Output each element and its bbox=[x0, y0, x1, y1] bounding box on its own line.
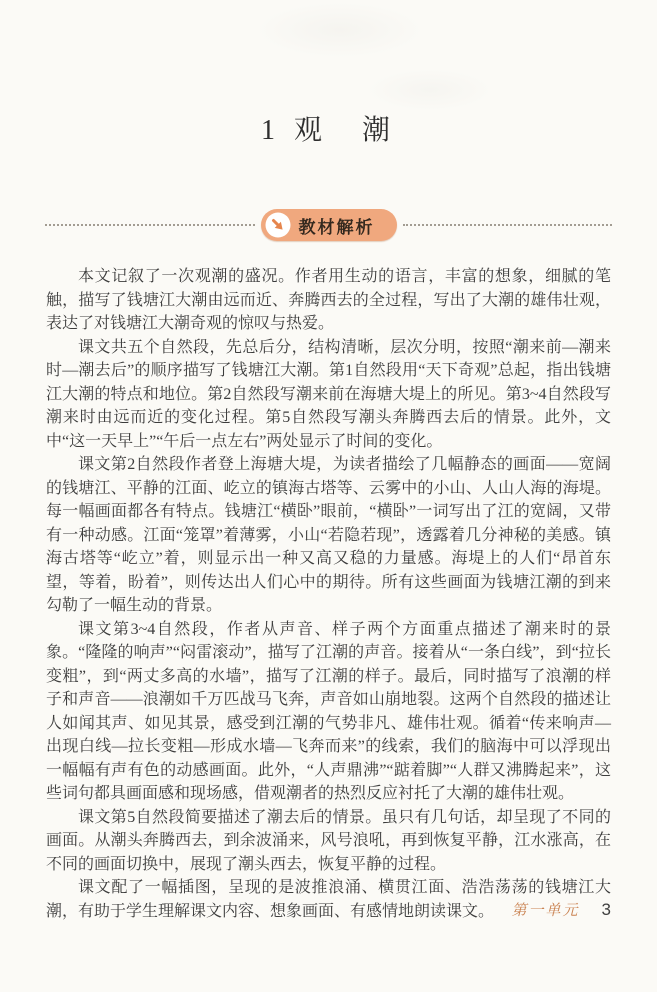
down-right-arrow-icon bbox=[265, 212, 291, 238]
dotted-rule-right bbox=[403, 224, 613, 226]
paragraph: 课文第2自然段作者登上海塘大堤，为读者描绘了几幅静态的画面——宽阔的钱塘江、平静的江面、屹立的镇海古塔等、云雾中的小山、人山人海的海堤。每一幅画面都各有特点。钱塘江“横卧”眼前，“横卧”一词写出了江的宽阔，又带有一种动感。江面“笼罩”着薄雾，小山“若隐若现”，透露着几分神秘的美感。镇海古塔等“屹立”着，则显示出一种又高又稳的力量感。海堤上的人们“昂首东望，等着，盼着”，则传达出人们心中的期待。所有这些画面为钱塘江潮的到来勾勒了一幅生动的背景。 bbox=[46, 456, 611, 614]
analysis-content bbox=[0, 265, 657, 923]
unit-label: 第一单元 bbox=[511, 903, 580, 919]
paragraph: 课文第5自然段简要描述了潮去后的情景。虽只有几句话，却呈现了不同的画面。从潮头奔腾西去，到余波涌来，风号浪吼，再到恢复平静，江水涨高，在不同的画面切换中，展现了潮头西去，恢复平静的过程。 bbox=[46, 808, 611, 873]
paragraph: 课文配了一幅插图，呈现的是波推浪涌、横贯江面、浩浩荡荡的钱塘江大潮，有助于学生理解课文内容、想象画面、有感情地朗读课文。 bbox=[46, 879, 611, 920]
dotted-rule-left bbox=[45, 224, 255, 226]
page-footer bbox=[512, 899, 611, 920]
page-number: 3 bbox=[601, 900, 611, 919]
section-badge bbox=[261, 209, 397, 241]
paragraph: 本文记叙了一次观潮的盛况。作者用生动的语言，丰富的想象，细腻的笔触，描写了钱塘江大潮由远而近、奔腾西去的全过程，写出了大潮的雄伟壮观，表达了对钱塘江大潮奇观的惊叹与热爱。 bbox=[46, 268, 611, 332]
paragraph: 课文共五个自然段，先总后分，结构清晰，层次分明，按照“潮来前—潮来时—潮去后”的顺序描写了钱塘江大潮。第1自然段用“天下奇观”总起，指出钱塘江大潮的特点和地位。第2自然段写潮来前在海塘大堤上的所见。第3~4自然段写潮来时由远而近的变化过程。第5自然段写潮头奔腾西去后的情景。此外，文中“这一天早上”“午后一点左右”两处显示了时间的变化。 bbox=[46, 338, 611, 450]
section-divider bbox=[45, 208, 612, 242]
paragraph: 课文第3~4自然段，作者从声音、样子两个方面重点描述了潮来时的景象。“隆隆的响声”“闷雷滚动”，描写了江潮的声音。接着从“一条白线”，到“拉长变粗”，到“两丈多高的水墙”，描写了江潮的样子。最后，同时描写了浪潮的样子和声音——浪潮如千万匹战马飞奔，声音如山崩地裂。这两个自然段的描述让人如闻其声、如见其景，感受到江潮的气势非凡、雄伟壮观。循着“传来响声—出现白线—拉长变粗—形成水墙—飞奔而来”的线索，我们的脑海中可以浮现出一幅幅有声有色的动感画面。此外，“人声鼎沸”“踮着脚”“人群又沸腾起来”，这些词句都具画面感和现场感，借观潮者的热烈反应衬托了大潮的雄伟壮观。 bbox=[46, 620, 611, 802]
section-badge-label: 教材解析 bbox=[298, 217, 375, 237]
page-title: 1 观 潮 bbox=[260, 115, 396, 146]
